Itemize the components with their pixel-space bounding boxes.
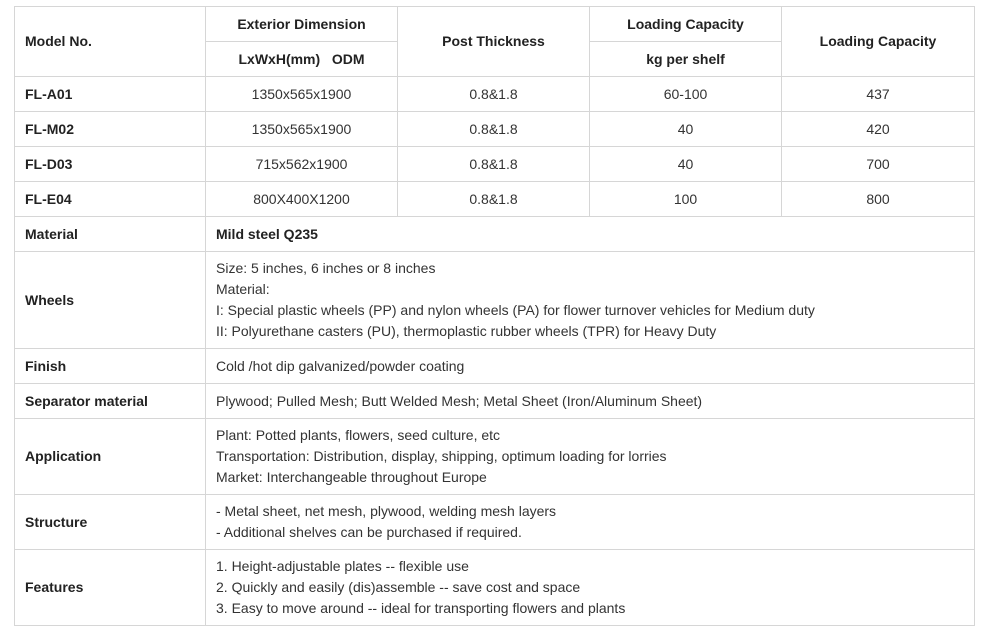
header-total-loading-capacity: Loading Capacity [782, 7, 975, 77]
header-exterior-dimension: Exterior Dimension [206, 7, 398, 42]
model-cell: FL-D03 [15, 147, 206, 182]
spec-line: - Metal sheet, net mesh, plywood, welding mesh layers [216, 503, 557, 519]
spec-line: II: Polyurethane casters (PU), thermoplastic rubber wheels (TPR) for Heavy Duty [216, 323, 717, 339]
spec-value: Mild steel Q235 [206, 217, 975, 252]
model-cell: FL-M02 [15, 112, 206, 147]
spec-line: 2. Quickly and easily (dis)assemble -- save cost and space [216, 579, 581, 595]
spec-row-wheels [15, 252, 975, 349]
header-row [15, 7, 975, 42]
spec-value [206, 419, 975, 495]
spec-table [14, 6, 975, 626]
header-post-thickness: Post Thickness [398, 7, 590, 77]
capacity-cell: 700 [782, 147, 975, 182]
header-dimension-unit: LxWxH(mm) ODM [206, 42, 398, 77]
table-row [15, 147, 975, 182]
header-model-no: Model No. [15, 7, 206, 77]
thickness-cell: 0.8&1.8 [398, 147, 590, 182]
spec-line: 3. Easy to move around -- ideal for transporting flowers and plants [216, 600, 626, 616]
per-shelf-cell: 100 [590, 182, 782, 217]
spec-label: Separator material [15, 384, 206, 419]
spec-row-finish [15, 349, 975, 384]
table-row [15, 182, 975, 217]
capacity-cell: 800 [782, 182, 975, 217]
thickness-cell: 0.8&1.8 [398, 77, 590, 112]
spec-line: Size: 5 inches, 6 inches or 8 inches [216, 260, 436, 276]
capacity-cell: 420 [782, 112, 975, 147]
spec-row-separator [15, 384, 975, 419]
spec-line: Plant: Potted plants, flowers, seed culture, etc [216, 427, 501, 443]
per-shelf-cell: 60-100 [590, 77, 782, 112]
thickness-cell: 0.8&1.8 [398, 182, 590, 217]
capacity-cell: 437 [782, 77, 975, 112]
dimension-cell: 1350x565x1900 [206, 77, 398, 112]
header-capacity-unit: kg per shelf [590, 42, 782, 77]
spec-label: Wheels [15, 252, 206, 349]
thickness-cell: 0.8&1.8 [398, 112, 590, 147]
spec-label: Structure [15, 495, 206, 550]
per-shelf-cell: 40 [590, 147, 782, 182]
dimension-cell: 715x562x1900 [206, 147, 398, 182]
spec-line: Material: [216, 281, 270, 297]
spec-value [206, 550, 975, 626]
spec-label: Material [15, 217, 206, 252]
spec-row-structure [15, 495, 975, 550]
header-loading-capacity: Loading Capacity [590, 7, 782, 42]
spec-label: Application [15, 419, 206, 495]
spec-table-container [14, 6, 975, 626]
spec-line: - Additional shelves can be purchased if required. [216, 524, 522, 540]
spec-value [206, 495, 975, 550]
table-row [15, 77, 975, 112]
table-row [15, 112, 975, 147]
model-cell: FL-A01 [15, 77, 206, 112]
spec-row-material [15, 217, 975, 252]
per-shelf-cell: 40 [590, 112, 782, 147]
dimension-cell: 1350x565x1900 [206, 112, 398, 147]
model-cell: FL-E04 [15, 182, 206, 217]
spec-row-application [15, 419, 975, 495]
spec-value: Plywood; Pulled Mesh; Butt Welded Mesh; Metal Sheet (Iron/Aluminum Sheet) [206, 384, 975, 419]
spec-value: Cold /hot dip galvanized/powder coating [206, 349, 975, 384]
spec-value [206, 252, 975, 349]
spec-label: Finish [15, 349, 206, 384]
spec-label: Features [15, 550, 206, 626]
spec-line: Market: Interchangeable throughout Europe [216, 469, 487, 485]
spec-row-features [15, 550, 975, 626]
spec-line: Transportation: Distribution, display, shipping, optimum loading for lorries [216, 448, 667, 464]
spec-line: 1. Height-adjustable plates -- flexible use [216, 558, 469, 574]
spec-line: I: Special plastic wheels (PP) and nylon wheels (PA) for flower turnover vehicles for Medium duty [216, 302, 815, 318]
dimension-cell: 800X400X1200 [206, 182, 398, 217]
